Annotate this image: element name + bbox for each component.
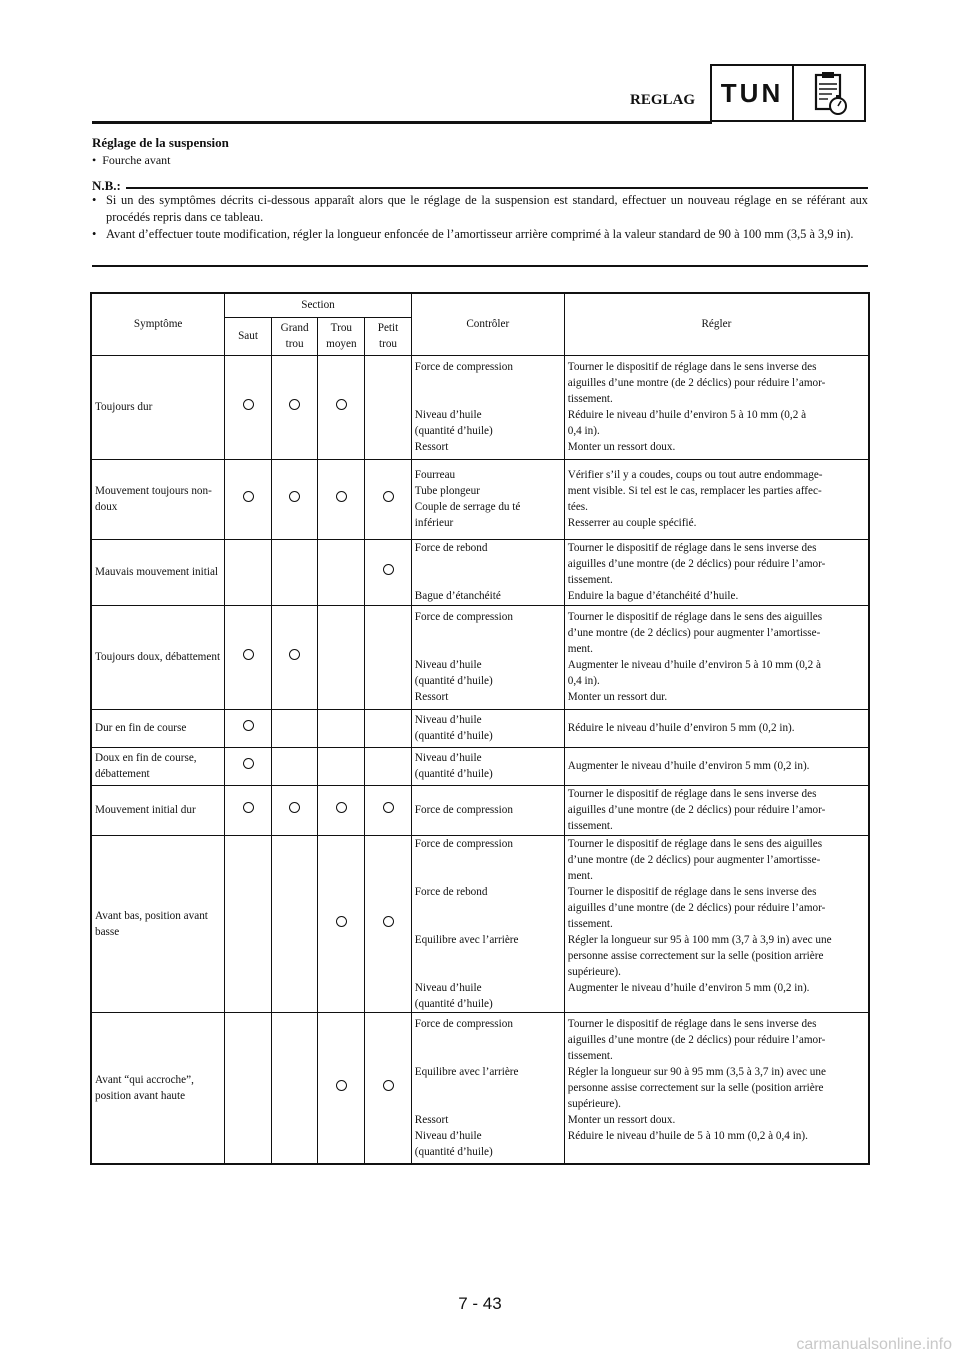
adjust-cell-line: Resserrer au couple spécifié. — [567, 517, 697, 529]
adjust-cell-line: Enduire la bague d’étanchéité d’huile. — [567, 590, 739, 602]
check-cell-line: Fourreau — [414, 469, 456, 481]
table-row — [91, 835, 869, 1012]
adjust-cell-line: Tourner le dispositif de réglage dans le sens inverse des — [567, 885, 817, 898]
section-mark-cell — [225, 355, 272, 459]
check-cell-line: Force de compression — [414, 837, 513, 850]
check-cell-line — [415, 572, 561, 588]
section-mark-cell — [365, 709, 412, 747]
section-mark-cell — [271, 605, 318, 709]
section-mark-cell — [271, 355, 318, 459]
header-rule — [92, 121, 712, 124]
check-cell-line: Niveau d’huile — [414, 1129, 482, 1142]
check-cell-line: Bague d’étanchéité — [414, 590, 501, 602]
circle-mark-icon — [243, 802, 254, 813]
header-check: Contrôler — [411, 293, 564, 355]
symptom-cell: Avant bas, position avant basse — [91, 835, 225, 1012]
adjust-cell-line: supérieure). — [567, 965, 621, 978]
header-symptom: Symptôme — [91, 293, 225, 355]
circle-mark-icon — [336, 1080, 347, 1091]
adjust-cell-line: tissement. — [567, 393, 613, 405]
adjust-cell-line: Tourner le dispositif de réglage dans le sens inverse des — [567, 542, 817, 554]
section-mark-cell — [271, 539, 318, 605]
section-mark-cell — [318, 539, 365, 605]
check-cell-line — [415, 1096, 561, 1112]
adjust-cell-line: aiguilles d’une montre (de 2 déclics) pour réduire l’amor- — [567, 1033, 826, 1046]
check-cell-line: Niveau d’huile — [414, 981, 482, 994]
check-cell-line: Force de compression — [414, 361, 513, 373]
section-mark-cell — [225, 539, 272, 605]
check-cell-line: Niveau d’huile — [414, 409, 482, 421]
header-adjust: Régler — [564, 293, 869, 355]
header-badge — [710, 64, 866, 122]
adjust-cell-line: Augmenter le niveau d’huile d’environ 5 mm (0,2 in). — [567, 760, 810, 772]
circle-mark-icon — [289, 649, 300, 660]
check-cell-line: Force de compression — [414, 611, 513, 623]
adjust-cell-line: 0,4 in). — [567, 425, 600, 437]
table-row — [91, 355, 869, 459]
section-mark-cell — [365, 1012, 412, 1164]
table-row — [91, 747, 869, 785]
adjust-cell-line: Réduire le niveau d’huile d’environ 5 à 10 mm (0,2 à — [567, 409, 807, 421]
adjust-cell-line: ment visible. Si tel est le cas, remplacer les parties affec- — [567, 485, 822, 497]
section-title: Réglage de la suspension — [92, 135, 229, 150]
adjust-cell-line: d’une montre (de 2 déclics) pour augmenter l’amortisse- — [567, 853, 821, 866]
nb-bottom-rule — [92, 265, 868, 267]
adjust-cell-line: aiguilles d’une montre (de 2 déclics) pour réduire l’amor- — [567, 901, 826, 914]
section-mark-cell — [271, 747, 318, 785]
check-cell-line: Tube plongeur — [414, 485, 480, 497]
check-cell-line: Equilibre avec l’arrière — [414, 1065, 519, 1078]
nb-item: • Avant d’effectuer toute modification, régler la longueur enfoncée de l’amortisseur arrière comprimé à la valeur standard de 90 à 100 mm (3,5 à 3,9 in). — [92, 227, 854, 241]
adjust-cell — [564, 709, 869, 747]
adjust-cell-line: Monter un ressort doux. — [567, 441, 676, 453]
check-cell-line: Ressort — [414, 691, 449, 703]
table-row — [91, 709, 869, 747]
adjust-cell-line: Tourner le dispositif de réglage dans le sens inverse des — [567, 788, 817, 800]
check-cell-line: (quantité d’huile) — [414, 730, 493, 742]
symptom-cell: Mauvais mouvement initial — [91, 539, 225, 605]
table-row — [91, 459, 869, 539]
adjust-cell-line: Augmenter le niveau d’huile d’environ 5 mm (0,2 in). — [567, 981, 810, 994]
circle-mark-icon — [383, 802, 394, 813]
check-cell — [411, 709, 564, 747]
nb-item-text: Avant d’effectuer toute modification, régler la longueur enfoncée de l’amortisseur arrière comprimé à la valeur standard de 90 à 100 mm (3,5 à 3,9 in). — [106, 227, 854, 241]
adjust-cell-line: Augmenter le niveau d’huile d’environ 5 à 10 mm (0,2 à — [567, 659, 821, 671]
circle-mark-icon — [383, 1080, 394, 1091]
check-cell-line: (quantité d’huile) — [414, 1145, 493, 1158]
circle-mark-icon — [289, 802, 300, 813]
circle-mark-icon — [243, 720, 254, 731]
check-cell-line: Niveau d’huile — [414, 714, 482, 726]
section-mark-cell — [271, 459, 318, 539]
adjust-cell-line: Tourner le dispositif de réglage dans le sens des aiguilles — [567, 837, 823, 850]
adjust-cell-line: 0,4 in). — [567, 675, 600, 687]
check-cell-line: (quantité d’huile) — [414, 768, 493, 780]
check-cell — [411, 605, 564, 709]
adjust-cell-line: tissement. — [567, 574, 613, 586]
check-cell — [411, 785, 564, 835]
header-trou-moyen: Trou moyen — [318, 317, 365, 355]
check-cell — [411, 1012, 564, 1164]
check-cell-line — [415, 868, 561, 884]
adjust-cell-line: aiguilles d’une montre (de 2 déclics) pour réduire l’amor- — [567, 377, 826, 389]
section-mark-cell — [225, 835, 272, 1012]
section-mark-cell — [365, 459, 412, 539]
symptom-cell: Toujours doux, débattement — [91, 605, 225, 709]
adjust-cell-line: tissement. — [567, 917, 613, 930]
nb-item: • Si un des symptômes décrits ci-dessous apparaît alors que le réglage de la suspension est standard, effectuer un nouveau réglage en se référant aux procédés repris dans ce tableau. — [92, 193, 868, 224]
adjust-cell-line: Réduire le niveau d’huile d’environ 5 mm (0,2 in). — [567, 722, 795, 734]
adjust-cell-line: Régler la longueur sur 90 à 95 mm (3,5 à 3,7 in) avec une — [567, 1065, 826, 1078]
adjust-cell-line: Régler la longueur sur 95 à 100 mm (3,7 à 3,9 in) avec une — [567, 933, 832, 946]
section-mark-cell — [318, 459, 365, 539]
adjust-cell-line: Tourner le dispositif de réglage dans le sens inverse des — [567, 361, 817, 373]
section-mark-cell — [225, 1012, 272, 1164]
check-cell-line — [415, 1032, 561, 1048]
section-mark-cell — [271, 835, 318, 1012]
symptom-cell: Mouvement toujours non-doux — [91, 459, 225, 539]
adjust-cell — [564, 1012, 869, 1164]
check-cell-line: (quantité d’huile) — [414, 997, 493, 1010]
section-mark-cell — [365, 605, 412, 709]
circle-mark-icon — [243, 758, 254, 769]
check-cell — [411, 355, 564, 459]
table-row — [91, 605, 869, 709]
check-cell-line — [415, 948, 561, 964]
header-saut: Saut — [225, 317, 272, 355]
adjust-cell-line — [568, 1144, 865, 1160]
adjust-cell — [564, 539, 869, 605]
adjust-cell-line: Réduire le niveau d’huile de 5 à 10 mm (0,2 à 0,4 in). — [567, 1129, 808, 1142]
section-mark-cell — [318, 355, 365, 459]
adjust-cell — [564, 747, 869, 785]
check-cell-line — [415, 625, 561, 641]
adjust-cell — [564, 605, 869, 709]
check-cell-line: Equilibre avec l’arrière — [414, 933, 519, 946]
section-mark-cell — [365, 785, 412, 835]
section-mark-cell — [365, 835, 412, 1012]
section-mark-cell — [318, 785, 365, 835]
adjust-cell-line: aiguilles d’une montre (de 2 déclics) pour réduire l’amor- — [567, 804, 826, 816]
check-cell-line: Niveau d’huile — [414, 659, 482, 671]
section-mark-cell — [318, 835, 365, 1012]
check-cell-line: Force de compression — [414, 1017, 513, 1030]
section-mark-cell — [225, 785, 272, 835]
nb-text — [92, 192, 868, 243]
check-cell-line — [415, 391, 561, 407]
adjust-cell — [564, 459, 869, 539]
adjust-cell — [564, 835, 869, 1012]
check-cell-line — [415, 900, 561, 916]
section-mark-cell — [225, 709, 272, 747]
symptom-cell: Toujours dur — [91, 355, 225, 459]
header-petit-trou: Petit trou — [365, 317, 412, 355]
adjust-cell-line: aiguilles d’une montre (de 2 déclics) pour réduire l’amor- — [567, 558, 826, 570]
check-cell — [411, 835, 564, 1012]
nb-item-text: Si un des symptômes décrits ci-dessous apparaît alors que le réglage de la suspension est standard, effectuer un nouveau réglage en se référant aux procédés repris dans ce tableau. — [106, 193, 868, 224]
header-title: REGLAG — [630, 92, 696, 108]
check-cell-line — [415, 1048, 561, 1064]
watermark: carmanualsonline.info — [796, 1336, 952, 1353]
check-cell-line — [415, 916, 561, 932]
circle-mark-icon — [289, 399, 300, 410]
header-code: TUN — [712, 66, 794, 120]
symptom-cell: Dur en fin de course — [91, 709, 225, 747]
adjust-cell-line: personne assise correctement sur la selle (position arrière — [567, 1081, 824, 1094]
check-cell-line: Force de compression — [414, 804, 513, 816]
circle-mark-icon — [336, 491, 347, 502]
adjust-cell-line: personne assise correctement sur la selle (position arrière — [567, 949, 824, 962]
check-cell-line: Ressort — [414, 441, 449, 453]
adjust-cell-line: ment. — [567, 643, 593, 655]
circle-mark-icon — [383, 916, 394, 927]
adjust-cell-line: supérieure). — [567, 1097, 621, 1110]
section-mark-cell — [365, 355, 412, 459]
section-mark-cell — [318, 709, 365, 747]
check-cell-line: inférieur — [414, 517, 454, 529]
nb-label: N.B.: — [92, 178, 121, 193]
adjust-cell-line: Monter un ressort doux. — [567, 1113, 676, 1126]
adjust-cell — [564, 785, 869, 835]
header-section: Section — [225, 293, 412, 317]
section-mark-cell — [271, 785, 318, 835]
circle-mark-icon — [383, 564, 394, 575]
check-cell-line — [415, 641, 561, 657]
section-mark-cell — [225, 605, 272, 709]
check-cell-line: (quantité d’huile) — [414, 425, 493, 437]
symptom-cell: Avant “qui accroche”, position avant haute — [91, 1012, 225, 1164]
check-cell-line: (quantité d’huile) — [414, 675, 493, 687]
adjust-cell-line: d’une montre (de 2 déclics) pour augmenter l’amortisse- — [567, 627, 821, 639]
circle-mark-icon — [289, 491, 300, 502]
circle-mark-icon — [336, 802, 347, 813]
check-cell-line: Force de rebond — [414, 885, 488, 898]
suspension-table — [90, 292, 870, 1165]
section-mark-cell — [365, 539, 412, 605]
circle-mark-icon — [336, 916, 347, 927]
table-row — [91, 785, 869, 835]
adjust-cell-line: tissement. — [567, 820, 613, 832]
circle-mark-icon — [383, 491, 394, 502]
table-body — [91, 355, 869, 1164]
section-mark-cell — [271, 709, 318, 747]
symptom-cell: Mouvement initial dur — [91, 785, 225, 835]
circle-mark-icon — [243, 491, 254, 502]
check-cell-line — [415, 1080, 561, 1096]
check-cell — [411, 459, 564, 539]
adjust-cell-line: Tourner le dispositif de réglage dans le sens des aiguilles — [567, 611, 823, 623]
circle-mark-icon — [243, 649, 254, 660]
check-cell-line: Niveau d’huile — [414, 752, 482, 764]
section-mark-cell — [318, 605, 365, 709]
adjust-cell-line: tées. — [567, 501, 588, 513]
clipboard-stopwatch-icon — [794, 66, 864, 120]
check-cell-line: Ressort — [414, 1113, 449, 1126]
table-row — [91, 1012, 869, 1164]
check-cell-line — [415, 556, 561, 572]
table-row — [91, 539, 869, 605]
check-cell-line — [415, 852, 561, 868]
circle-mark-icon — [243, 399, 254, 410]
bullet-fourche: • Fourche avant — [92, 153, 171, 167]
check-cell-line — [415, 375, 561, 391]
section-mark-cell — [225, 747, 272, 785]
section-mark-cell — [318, 747, 365, 785]
check-cell — [411, 539, 564, 605]
section-mark-cell — [271, 1012, 318, 1164]
check-cell-line: Couple de serrage du té — [414, 501, 521, 513]
adjust-cell-line: Monter un ressort dur. — [567, 691, 668, 703]
page-number: 7 - 43 — [458, 1294, 502, 1313]
adjust-cell — [564, 355, 869, 459]
adjust-cell-line: Vérifier s’il y a coudes, coups ou tout autre endommage- — [567, 469, 823, 481]
section-mark-cell — [225, 459, 272, 539]
section-mark-cell — [365, 747, 412, 785]
adjust-cell-line: ment. — [567, 869, 593, 882]
check-cell — [411, 747, 564, 785]
adjust-cell-line — [568, 996, 865, 1012]
header-grand-trou: Grand trou — [271, 317, 318, 355]
section-mark-cell — [318, 1012, 365, 1164]
symptom-cell: Doux en fin de course, débattement — [91, 747, 225, 785]
adjust-cell-line: tissement. — [567, 1049, 613, 1062]
check-cell-line: Force de rebond — [414, 542, 488, 554]
circle-mark-icon — [336, 399, 347, 410]
bullet-text: Fourche avant — [102, 153, 171, 167]
nb-rule — [126, 187, 868, 189]
check-cell-line — [415, 964, 561, 980]
adjust-cell-line: Tourner le dispositif de réglage dans le sens inverse des — [567, 1017, 817, 1030]
